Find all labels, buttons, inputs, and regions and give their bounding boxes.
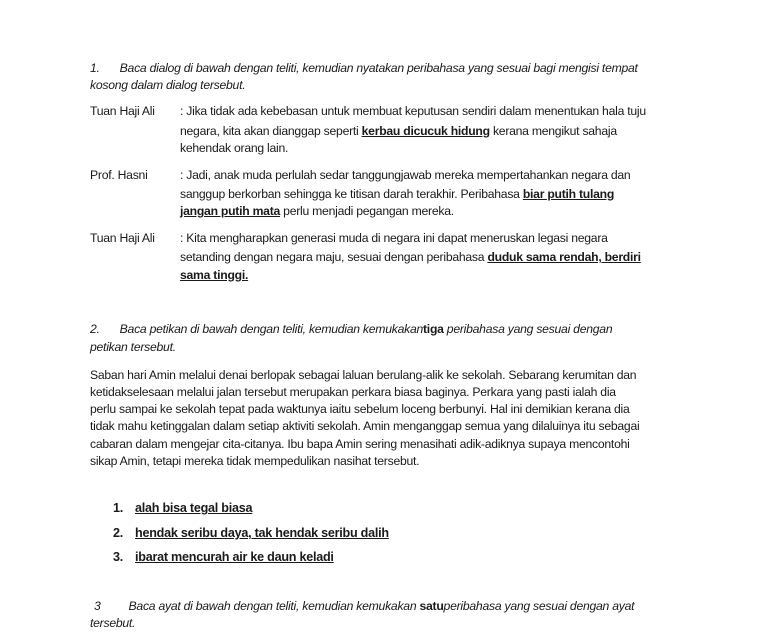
q2-instruction-text: peribahasa yang sesuai dengan <box>443 322 613 336</box>
peribahasa-answer: duduk sama rendah, berdiri <box>487 250 641 264</box>
dialog-speaker: Tuan Haji Ali <box>90 231 155 245</box>
dialog-text: setanding dengan negara maju, sesuai dengan peribahasa <box>180 250 488 264</box>
peribahasa-answer: ibarat mencurah air ke daun keladi <box>135 550 334 564</box>
peribahasa-answer: kerbau dicucuk hidung <box>361 124 490 138</box>
dialog-text: sanggup berkorban sehingga ke titisan darah terakhir. Peribahasa <box>180 187 523 201</box>
q1-number: 1. <box>90 61 100 75</box>
q3-instruction-text: dengan ayat <box>569 599 635 613</box>
dialog-line <box>180 266 248 284</box>
dialog-line <box>180 122 617 140</box>
dialog-text: kerana mengikut sahaja <box>489 124 617 138</box>
dialog-text: perlu menjadi pegangan mereka. <box>280 204 454 218</box>
dialog-line: : Jadi, anak muda perlulah sedar tanggungjawab mereka mempertahankan negara dan <box>180 168 631 182</box>
dialog-speaker: Prof. Hasni <box>90 168 148 182</box>
q3-number: 3 <box>94 599 101 613</box>
peribahasa-answer: biar putih tulang <box>522 187 615 201</box>
passage-line: cabaran dalam mengejar cita-citanya. Ibu bapa Amin sering menasihati adik-adiknya supaya mencontohi <box>90 437 630 451</box>
passage-line: ketidakselesaan melalui jalan tersebut merupakan perkara biasa baginya. Perkara yang pasti ialah dia <box>90 385 616 399</box>
passage-line: sikap Amin, tetapi mereka tidak mempedulikan nasihat tersebut. <box>90 454 420 468</box>
q2-instruction-text: Baca petikan di bawah dengan teliti, kemudian kemukakan <box>119 322 423 336</box>
q1-instruction-text: Baca dialog di bawah dengan teliti, kemudian nyatakan peribahasa yang sesuai bagi mengisi tempat <box>119 61 638 75</box>
q3-instruction-line1 <box>94 597 634 615</box>
q1-instruction-line2: kosong dalam dialog tersebut. <box>90 78 246 92</box>
q2-instruction-bold: tiga <box>423 322 444 336</box>
q3-instruction-text: Baca ayat di bawah dengan teliti, kemudian kemukakan <box>128 599 420 613</box>
list-item-number: 3. <box>113 550 124 564</box>
dialog-line <box>180 185 614 203</box>
list-item-number: 2. <box>113 526 124 540</box>
passage-line: perlu sampai ke sekolah tepat pada waktunya iaitu sebelum loceng berbunyi. Hal ini demikian kerana dia <box>90 402 630 416</box>
dialog-line: : Kita mengharapkan generasi muda di negara ini dapat meneruskan legasi negara <box>180 231 608 245</box>
q2-number: 2. <box>90 322 100 336</box>
dialog-line: kehendak orang lain. <box>180 141 289 155</box>
dialog-line <box>180 202 454 220</box>
dialog-line <box>180 248 641 266</box>
peribahasa-answer: jangan putih mata <box>180 204 281 218</box>
q2-instruction-line2: petikan tersebut. <box>90 340 176 354</box>
q3-instruction-line2: tersebut. <box>90 616 136 630</box>
q1-instruction-line1 <box>90 59 638 77</box>
peribahasa-answer: sama tinggi. <box>180 268 249 282</box>
peribahasa-answer: alah bisa tegal biasa <box>135 501 253 515</box>
passage-line: Saban hari Amin melalui denai berlopak sebagai laluan berulang-alik ke sekolah. Sebarang kerumitan dan <box>90 368 637 382</box>
q2-instruction-line1 <box>90 320 612 338</box>
dialog-text: negara, kita akan dianggap seperti <box>180 124 362 138</box>
passage-line: tidak mahu ketinggalan dalam setiap aktiviti sekolah. Amin menganggap semua yang dilaluinya itu sebagai <box>90 419 640 433</box>
dialog-speaker: Tuan Haji Ali <box>90 104 155 118</box>
q3-instruction-bold: satu <box>419 599 444 613</box>
peribahasa-answer: hendak seribu daya, tak hendak seribu dalih <box>135 526 389 540</box>
list-item-number: 1. <box>113 501 124 515</box>
q3-instruction-text: peribahasa yang sesuai <box>443 599 570 613</box>
dialog-line: : Jika tidak ada kebebasan untuk membuat keputusan sendiri dalam menentukan hala tuju <box>180 104 646 118</box>
